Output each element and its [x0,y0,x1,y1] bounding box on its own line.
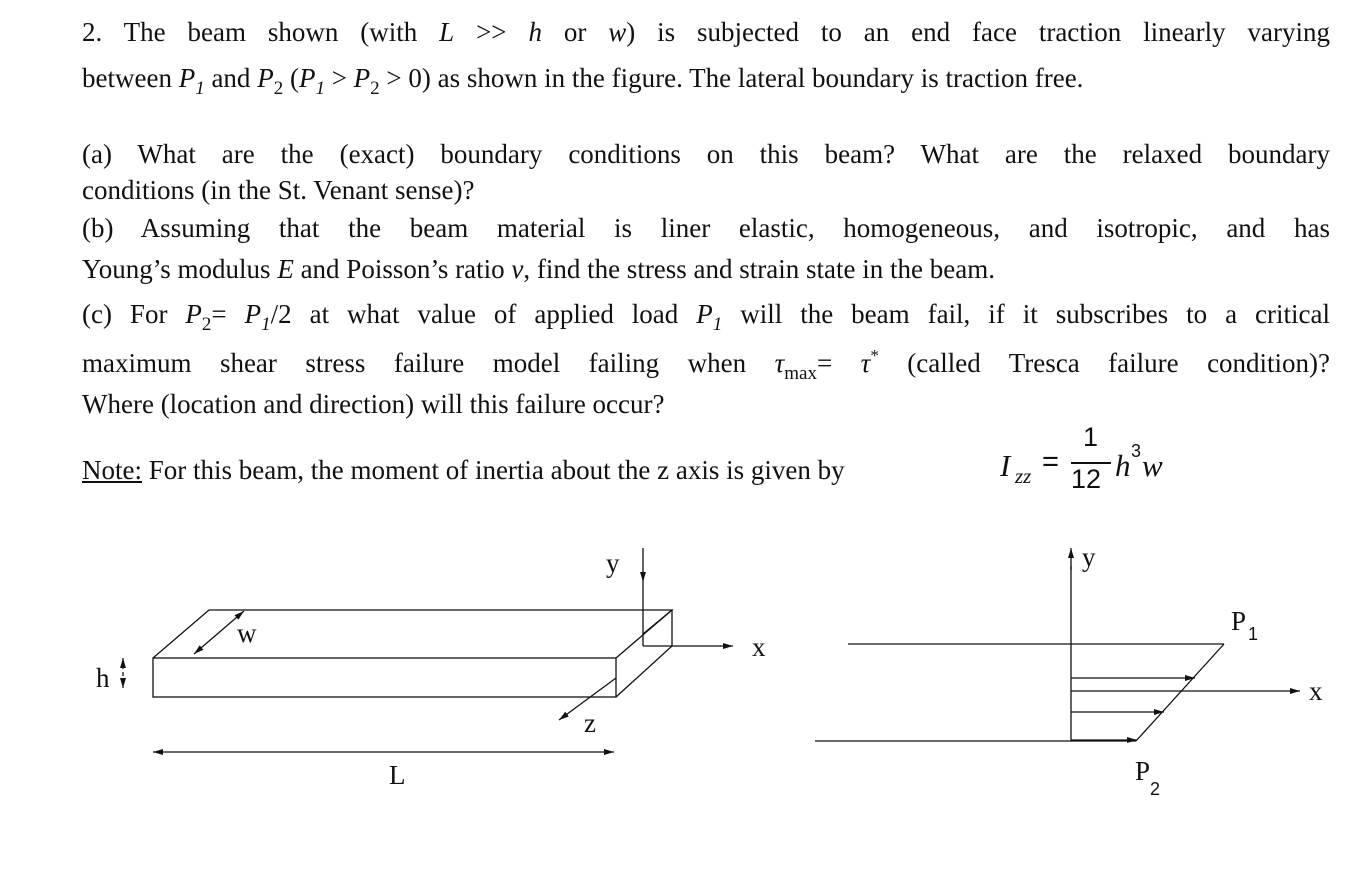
beam-3d-figure [123,548,733,752]
part-b-line-1: (b) Assuming that the beam material is liner elastic, homogeneous, and isotropic, and has [82,213,1330,243]
label-P1-sub: 1 [1248,624,1259,644]
problem-number: 2. [82,17,103,47]
traction-figure [815,548,1300,741]
label-y-left: y [606,548,620,578]
beam-front-face [153,658,616,697]
label-P2: P [1135,756,1151,786]
part-c-line-3: Where (location and direction) will this failure occur? [82,389,665,419]
label-P2-sub: 2 [1150,779,1161,799]
beam-end-diagonal [643,610,672,634]
label-x-right: x [1309,676,1323,706]
note-label: Note: [82,455,142,485]
problem-line-1: 2. The beam shown (with L >> h or w) is subjected to an end face traction linearly varying [82,17,1331,47]
beam-top-face [153,610,672,658]
traction-profile-line [1136,644,1224,741]
moment-of-inertia-formula: I zz = 1 12 h 3 w [1000,422,1163,494]
part-c-line-2: maximum shear stress failure model failing when $\tau_{max}= \tau^*$ (called Tresca failure condition)? [82,346,1331,384]
label-h: h [96,663,110,693]
label-P1: P [1231,606,1247,636]
label-w: w [237,618,257,648]
beam-end-edges [616,610,672,697]
problem-line-2: between $P_1$ and $P_2$ $(P_1 > P_2 > 0)$ as shown in the figure. The lateral boundary is traction free. [82,63,1084,99]
label-x-left: x [752,632,766,662]
part-c-line-1: (c) For $P_2= P_1/2$ at what value of applied load $P_1$ will the beam fail, if it subscribes to a critical [82,299,1331,335]
label-L: L [389,760,406,790]
part-b-line-2: Young’s modulus E and Poisson’s ratio ν, find the stress and strain state in the beam. [82,254,995,284]
part-a-line-2: conditions (in the St. Venant sense)? [82,175,475,205]
label-y-right: y [1082,542,1096,572]
part-a-line-1: (a) What are the (exact) boundary conditions on this beam? What are the relaxed boundary [82,139,1330,169]
note-line: Note: For this beam, the moment of inertia about the z axis is given by [82,455,845,485]
label-z-left: z [584,708,596,738]
